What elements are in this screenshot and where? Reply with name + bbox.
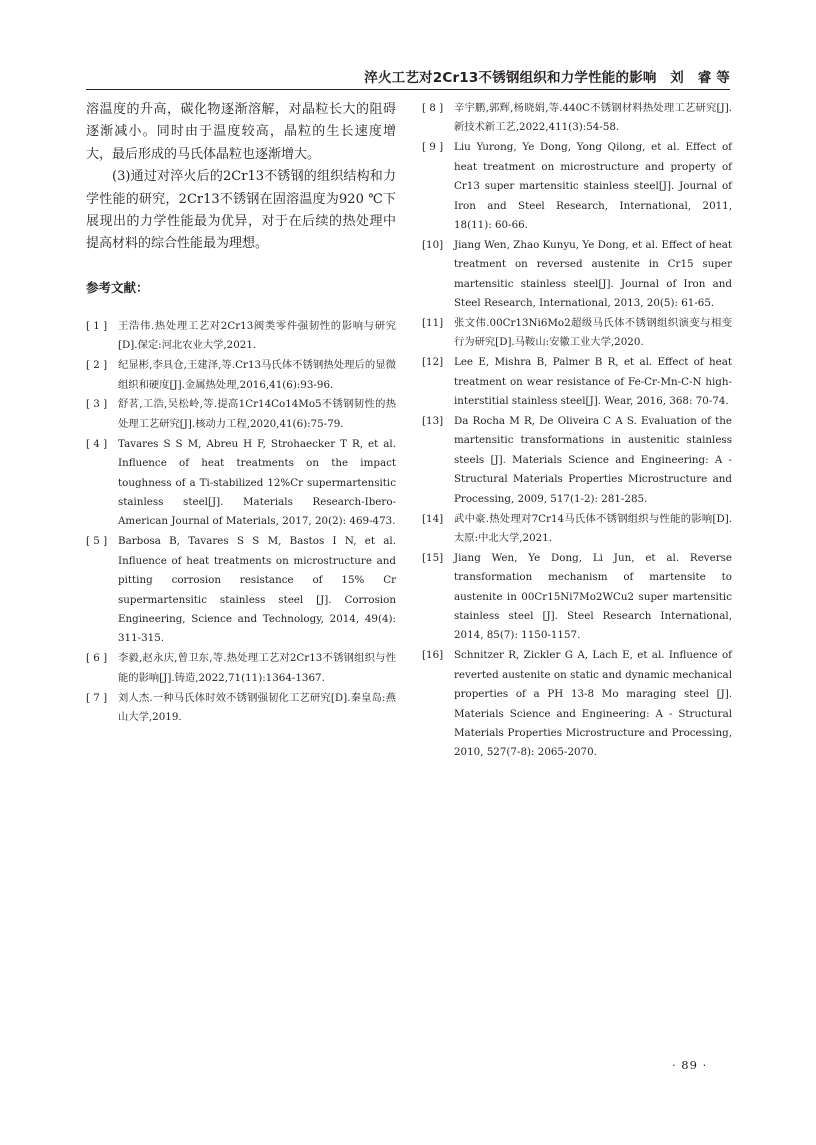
reference-text: 张文伟.00Cr13Ni6Mo2超级马氏体不锈钢组织演变与相变行为研究[D].马鞍山:安徽工业大学,2020. [454, 316, 732, 349]
reference-entry [422, 138, 732, 235]
reference-text: 李毅,赵永庆,曾卫东,等.热处理工艺对2Cr13不锈钢组织与性能的影响[J].铸造,2022,71(11):1364-1367. [118, 652, 396, 684]
reference-number: [ 7 ] [86, 691, 108, 704]
reference-number: [10] [422, 238, 444, 251]
reference-entry [422, 412, 732, 509]
reference-number: [16] [422, 649, 444, 662]
reference-entry [86, 317, 396, 356]
reference-number: [11] [422, 316, 444, 329]
reference-text: 王浩伟.热处理工艺对2Cr13阀类零件强韧性的影响与研究[D].保定:河北农业大学,2021. [118, 319, 396, 352]
reference-entry [86, 532, 396, 648]
running-header [86, 60, 730, 90]
reference-text: Liu Yurong, Ye Dong, Yong Qilong, et al. Effect of heat treatment on microstructure and property of Cr13 super martensitic stainless steel[J]. Journal of Iron and Steel Research, International, 2011, 18(11): 60-66. [454, 141, 732, 231]
header-rule [86, 89, 730, 90]
running-header-title: 淬火工艺对2Cr13不锈钢组织和力学性能的影响 刘 睿 等 [364, 70, 730, 86]
reference-entry [422, 549, 732, 646]
reference-entry [422, 99, 732, 138]
reference-text: Barbosa B, Tavares S S M, Bastos I N, et al. Influence of heat treatments on microstructure and pitting corrosion resistance of 15% Cr supermartensitic stainless steel [J]. Corrosion Engineering, Science and Technology, 2014, 49(4): 311-315. [118, 535, 396, 645]
reference-list-left [86, 317, 396, 728]
reference-number: [ 9 ] [422, 141, 444, 154]
reference-text: Jiang Wen, Ye Dong, Li Jun, et al. Reverse transformation mechanism of martensite to austenite in 00Cr15Ni7Mo2WCu2 super martensitic stainless steel [J]. Steel Research International, 2014, 85(7): 1150-1157. [454, 551, 732, 642]
reference-entry [422, 510, 732, 549]
reference-number: [ 3 ] [86, 398, 108, 411]
reference-text: Lee E, Mishra B, Palmer B R, et al. Effect of heat treatment on wear resistance of Fe-Cr-Mn-C-N high-interstitial stainless steel[J]. Wear, 2016, 368: 70-74. [454, 356, 732, 408]
reference-text: Schnitzer R, Zickler G A, Lach E, et al. Influence of reverted austenite on static and dynamic mechanical properties of a PH 13-8 Mo maraging steel [J]. Materials Science and Engineering: A - Structural Materials Properties Microstructure and Processing, 2010, 527(7-8): 2065-2070. [454, 649, 732, 759]
reference-number: [ 1 ] [86, 319, 108, 332]
reference-entry [86, 395, 396, 434]
reference-list-right [422, 99, 732, 763]
reference-entry [422, 236, 732, 314]
reference-number: [15] [422, 551, 444, 564]
reference-number: [ 6 ] [86, 652, 108, 665]
reference-text: Tavares S S M, Abreu H F, Strohaecker T R, et al. Influence of heat treatments on the impact toughness of a Ti-stabilized 12%Cr supermartensitic stainless steel[J]. Materials Research-Ibero-American Journal of Materials, 2017, 20(2): 469-473. [118, 437, 396, 528]
reference-text: Da Rocha M R, De Oliveira C A S. Evaluation of the martensitic transformations in austenitic stainless steels [J]. Materials Science and Engineering: A - Structural Materials Properties Microstructure and Processing, 2009, 517(1-2): 281-285. [454, 415, 732, 505]
reference-text: 纪显彬,李具仓,王建泽,等.Cr13马氏体不锈钢热处理后的显微组织和硬度[J].金属热处理,2016,41(6):93-96. [118, 359, 396, 391]
reference-text: 刘人杰.一种马氏体时效不锈钢强韧化工艺研究[D].秦皇岛:燕山大学,2019. [118, 691, 396, 723]
reference-number: [13] [422, 415, 444, 427]
reference-text: 武中豪.热处理对7Cr14马氏体不锈钢组织与性能的影响[D].太原:中北大学,2021. [454, 512, 732, 544]
reference-entry [422, 646, 732, 762]
reference-entry [86, 689, 396, 728]
left-column [86, 99, 396, 728]
reference-text: 舒茗,工浩,吴松岭,等.提高1Cr14Co14Mo5不锈钢韧性的热处理工艺研究[J].核动力工程,2020,41(6):75-79. [118, 398, 396, 430]
right-column [422, 99, 732, 763]
reference-entry [422, 353, 732, 411]
reference-number: [ 8 ] [422, 102, 444, 114]
reference-text: Jiang Wen, Zhao Kunyu, Ye Dong, et al. Effect of heat treatment on reversed austenite in Cr15 super martensitic stainless steel[J]. Journal of Iron and Steel Research, International, 2013, 20(5): 61-65. [454, 238, 732, 310]
page-number: · 89 · [672, 1058, 708, 1072]
reference-text: 辛宇鹏,郭辉,杨晓娟,等.440C不锈钢材料热处理工艺研究[J].新技术新工艺,2022,411(3):54-58. [454, 102, 732, 134]
body-paragraph: 溶温度的升高，碳化物逐渐溶解，对晶粒长大的阻碍逐渐减小。同时由于温度较高，晶粒的生长速度增大，最后形成的马氏体晶粒也逐渐增大。 [86, 102, 396, 162]
reference-number: [ 4 ] [86, 437, 108, 450]
reference-entry [86, 435, 396, 532]
body-paragraph: (3)通过对淬火后的2Cr13不锈钢的组织结构和力学性能的研究，2Cr13不锈钢在固溶温度为920 ℃下展现出的力学性能最为优异，对于在后续的热处理中提高材料的综合性能最为理想。 [86, 169, 396, 252]
reference-entry [86, 356, 396, 395]
reference-number: [12] [422, 356, 444, 369]
reference-number: [ 5 ] [86, 535, 108, 548]
reference-entry [86, 649, 396, 688]
reference-number: [14] [422, 512, 444, 525]
reference-entry [422, 314, 732, 353]
references-heading: 参考文献： [86, 279, 149, 295]
reference-number: [ 2 ] [86, 359, 108, 372]
